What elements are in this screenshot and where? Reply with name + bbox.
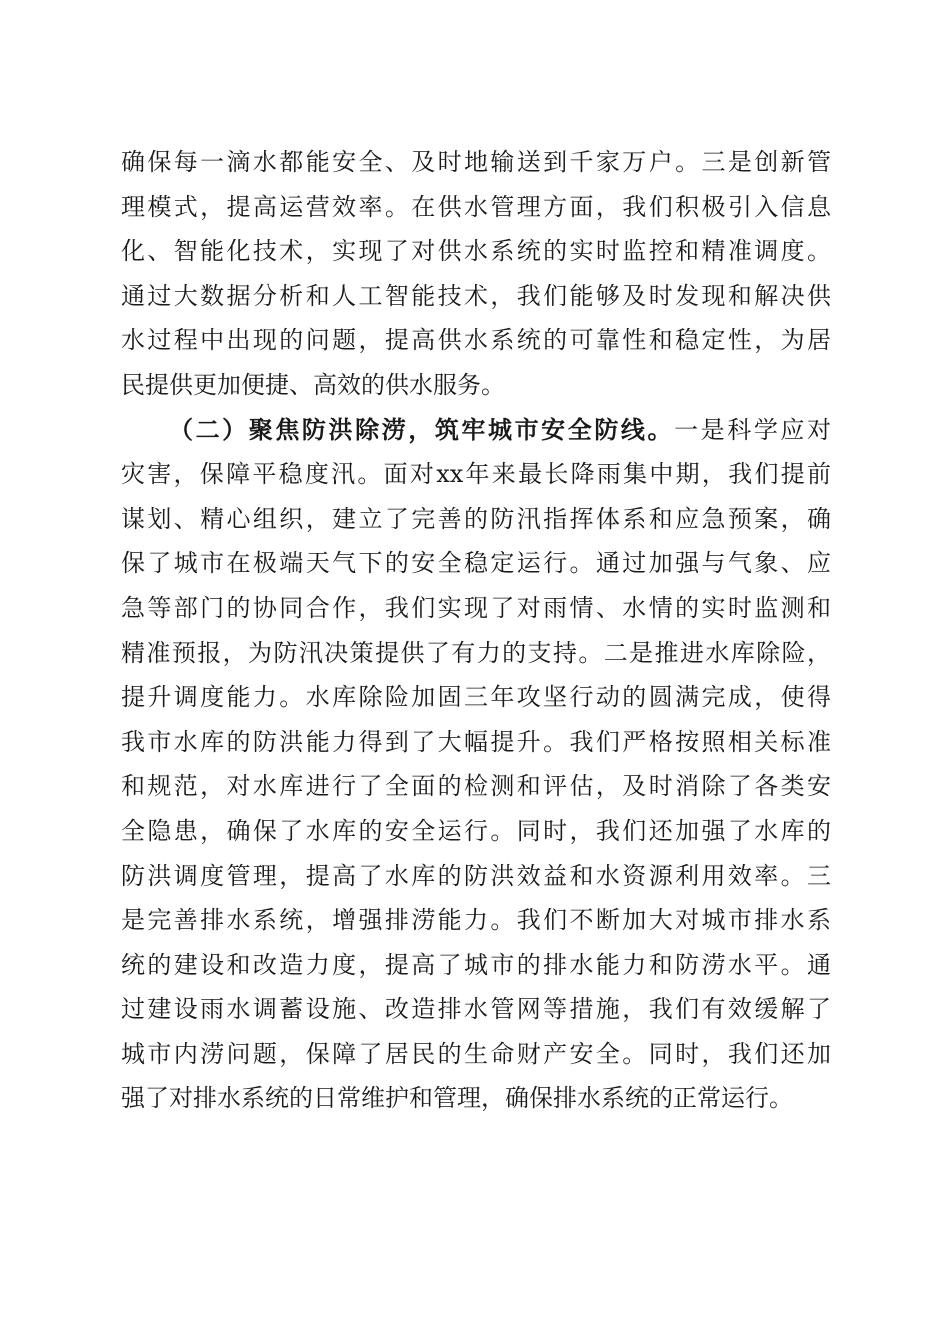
heading-line-rest: 一是科学应对 [674, 415, 832, 444]
paragraph-2 [121, 408, 831, 1122]
text-line: 化、智能化技术，实现了对供水系统的实时监控和精准调度。 [121, 237, 831, 266]
text-line: 急等部门的协同合作，我们实现了对雨情、水情的实时监测和 [121, 593, 831, 622]
text-line: 保了城市在极端天气下的安全稳定运行。通过加强与气象、应 [121, 549, 831, 578]
text-line: 城市内涝问题，保障了居民的生命财产安全。同时，我们还加 [121, 1039, 831, 1068]
text-line: 全隐患，确保了水库的安全运行。同时，我们还加强了水库的 [121, 816, 831, 845]
text-line: 和规范，对水库进行了全面的检测和评估，及时消除了各类安 [121, 772, 831, 801]
text-line: 我市水库的防洪能力得到了大幅提升。我们严格按照相关标准 [121, 727, 831, 756]
text-line: 过建设雨水调蓄设施、改造排水管网等措施，我们有效缓解了 [121, 995, 831, 1024]
text-line: 防洪调度管理，提高了水库的防洪效益和水资源利用效率。三 [121, 861, 831, 890]
text-line: 统的建设和改造力度，提高了城市的排水能力和防涝水平。通 [121, 950, 831, 979]
text-line: 强了对排水系统的日常维护和管理，确保排水系统的正常运行。 [121, 1084, 793, 1113]
text-line: 理模式，提高运营效率。在供水管理方面，我们积极引入信息 [121, 192, 831, 221]
text-line: 通过大数据分析和人工智能技术，我们能够及时发现和解决供 [121, 281, 831, 310]
text-line: 提升调度能力。水库除险加固三年攻坚行动的圆满完成，使得 [121, 683, 831, 712]
text-line: 精准预报，为防汛决策提供了有力的支持。二是推进水库除险， [121, 638, 831, 667]
text-line: 民提供更加便捷、高效的供水服务。 [121, 370, 505, 399]
text-line [121, 408, 831, 453]
text-line: 灾害，保障平稳度汛。面对xx年来最长降雨集中期，我们提前 [121, 460, 831, 489]
text-line: 谋划、精心组织，建立了完善的防汛指挥体系和应急预案，确 [121, 504, 831, 533]
text-line: 确保每一滴水都能安全、及时地输送到千家万户。三是创新管 [121, 148, 831, 176]
paragraph-1 [121, 140, 831, 408]
document-body [121, 140, 831, 1121]
text-line: 水过程中出现的问题，提高供水系统的可靠性和稳定性，为居 [121, 326, 831, 355]
text-line: 是完善排水系统，增强排涝能力。我们不断加大对城市排水系 [121, 906, 831, 935]
section-heading: （二）聚焦防洪除涝，筑牢城市安全防线。 [169, 414, 675, 444]
